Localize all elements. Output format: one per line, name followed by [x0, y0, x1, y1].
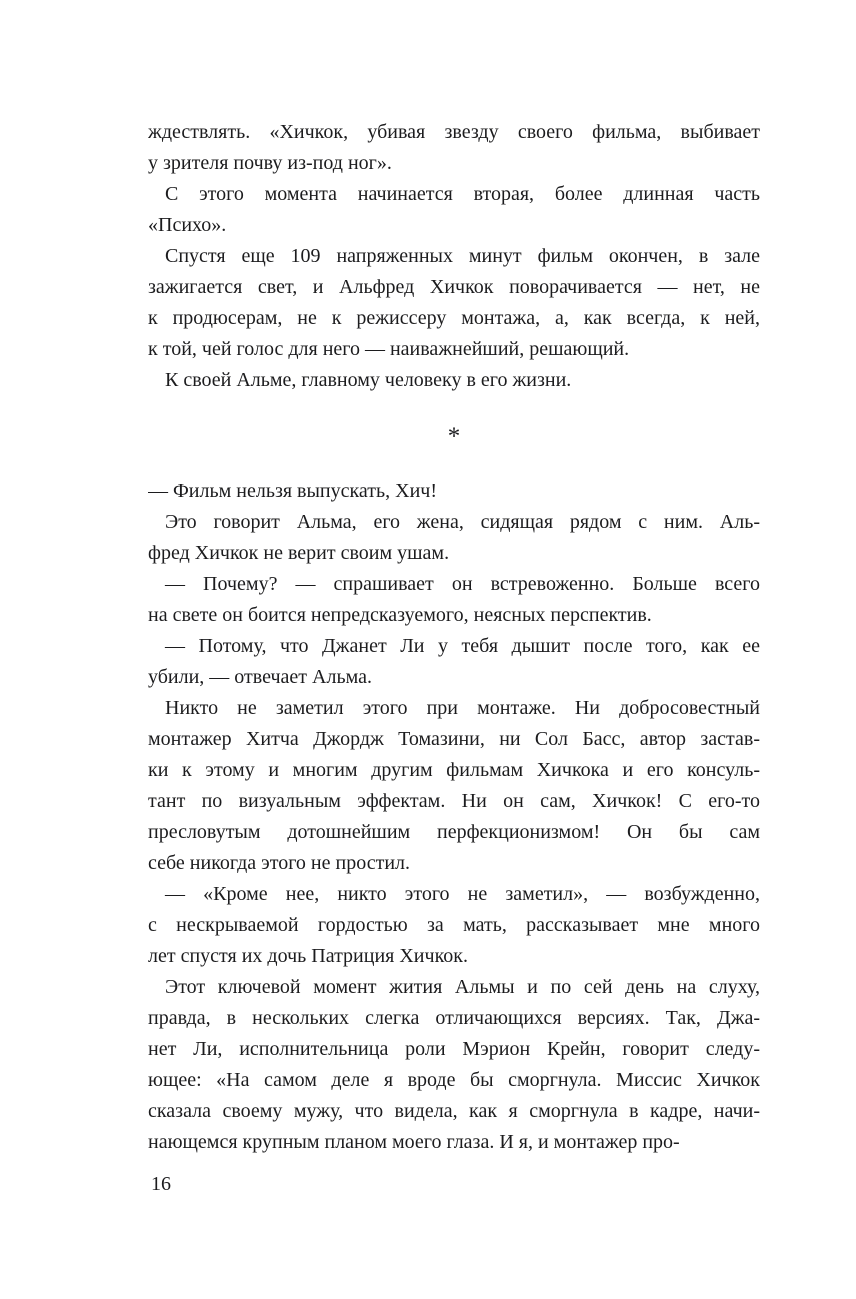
- page-number: 16: [151, 1173, 171, 1195]
- text-line: правда, в нескольких слегка отличающихся версиях. Так, Джа-: [148, 1007, 760, 1029]
- text-line: убили, — отвечает Альма.: [148, 666, 372, 688]
- text-line: — Фильм нельзя выпускать, Хич!: [148, 480, 438, 502]
- text-line: сказала своему мужу, что видела, как я сморгнула в кадре, начи-: [148, 1100, 760, 1122]
- text-line: пресловутым дотошнейшим перфекционизмом! Он бы сам: [148, 821, 760, 843]
- text-line: монтажер Хитча Джордж Томазини, ни Сол Басс, автор застав-: [148, 728, 760, 750]
- paragraph: [148, 476, 760, 507]
- text-line: себе никогда этого не простил.: [148, 852, 411, 874]
- asterisk-glyph: *: [447, 423, 461, 450]
- paragraph: [148, 117, 760, 179]
- paragraph: [148, 179, 760, 241]
- text-line: ющее: «На самом деле я вроде бы сморгнула. Миссис Хичкок: [148, 1069, 760, 1091]
- text-line: С этого момента начинается вторая, более длинная часть: [165, 183, 760, 205]
- text-line: лет спустя их дочь Патриция Хичкок.: [148, 945, 468, 967]
- text-line: к той, чей голос для него — наиважнейший, решающий.: [148, 338, 630, 360]
- text-line: К своей Альме, главному человеку в его жизни.: [165, 369, 572, 391]
- text-line: — «Кроме нее, никто этого не заметил», — возбужденно,: [165, 883, 760, 905]
- text-line: — Почему? — спрашивает он встревоженно. Больше всего: [165, 573, 760, 595]
- text-line: с нескрываемой гордостью за мать, рассказывает мне много: [148, 914, 760, 936]
- paragraph: [148, 879, 760, 972]
- text-line: у зрителя почву из-под ног».: [148, 152, 392, 174]
- text-line: ки к этому и многим другим фильмам Хичкока и его консуль-: [148, 759, 760, 781]
- text-line: Спустя еще 109 напряженных минут фильм окончен, в зале: [165, 245, 760, 267]
- text-line: — Потому, что Джанет Ли у тебя дышит после того, как ее: [165, 635, 760, 657]
- text-line: Это говорит Альма, его жена, сидящая рядом с ним. Аль-: [165, 511, 760, 533]
- paragraph: [148, 569, 760, 631]
- text-line: тант по визуальным эффектам. Ни он сам, Хичкок! С его-то: [148, 790, 760, 812]
- text-line: нающемся крупным планом моего глаза. И я, и монтажер про-: [148, 1131, 680, 1153]
- section-after-break: [148, 476, 760, 1158]
- paragraph: [148, 972, 760, 1158]
- text-line: к продюсерам, не к режиссеру монтажа, а, как всегда, к ней,: [148, 307, 760, 329]
- paragraph: [148, 631, 760, 693]
- paragraph: [148, 693, 760, 879]
- text-line: зажигается свет, и Альфред Хичкок поворачивается — нет, не: [148, 276, 760, 298]
- section-top: [148, 117, 760, 396]
- section-break: [148, 396, 760, 476]
- text-block: [148, 117, 760, 1158]
- text-line: Никто не заметил этого при монтаже. Ни добросовестный: [165, 697, 760, 719]
- paragraph: [148, 365, 760, 396]
- text-line: «Психо».: [148, 214, 227, 236]
- paragraph: [148, 241, 760, 365]
- text-line: ждествлять. «Хичкок, убивая звезду своего фильма, выбивает: [148, 121, 760, 143]
- text-line: Этот ключевой момент жития Альмы и по сей день на слуху,: [165, 976, 760, 998]
- text-line: на свете он боится непредсказуемого, неясных перспектив.: [148, 604, 652, 626]
- text-line: фред Хичкок не верит своим ушам.: [148, 542, 450, 564]
- text-line: нет Ли, исполнительница роли Мэрион Крейн, говорит следу-: [148, 1038, 760, 1060]
- paragraph: [148, 507, 760, 569]
